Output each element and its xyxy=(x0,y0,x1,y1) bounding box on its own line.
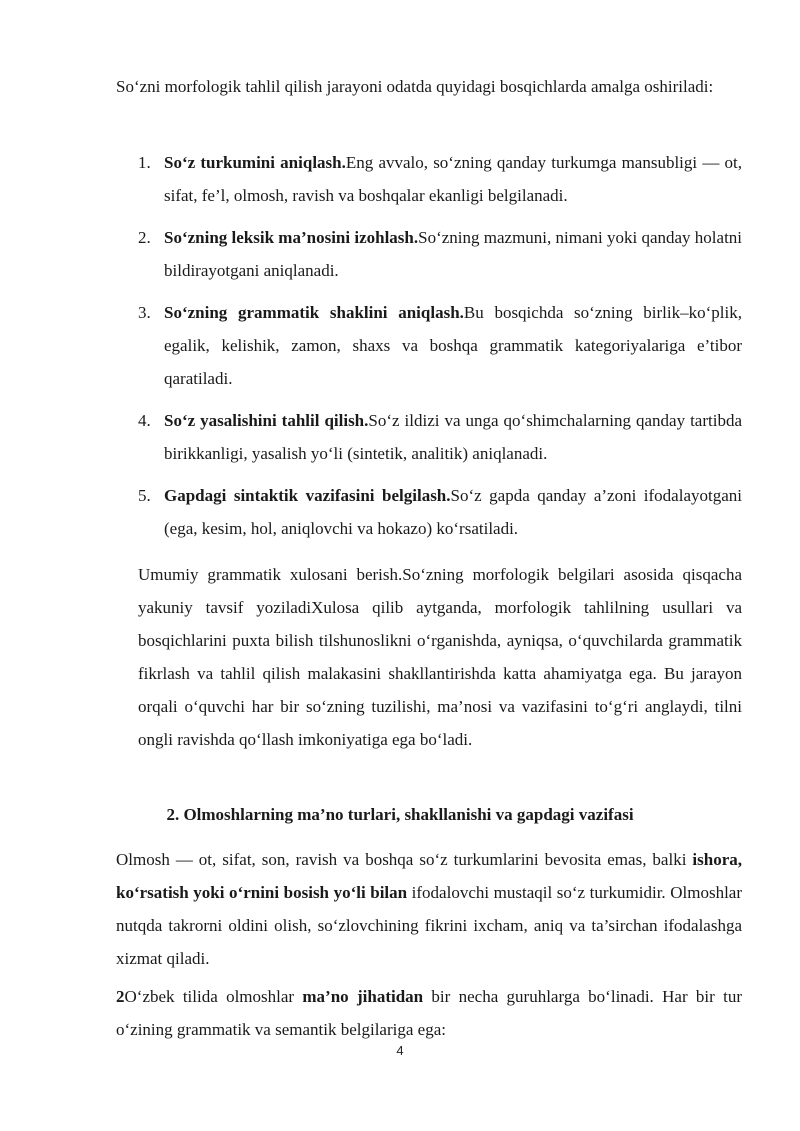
list-item xyxy=(138,296,742,395)
groups-bold-number: 2 xyxy=(116,987,125,1006)
list-item xyxy=(138,146,742,212)
list-item-title: Gapdagi sintaktik vazifasini belgilash. xyxy=(164,486,451,505)
list-item-text: Bu bosqichda so‘zning birlik–ko‘plik, egalik, kelishik, zamon, shaxs va boshqa grammatik kategoriyalariga e’tibor qaratiladi. xyxy=(164,303,742,388)
list-item-title: So‘z yasalishini tahlil qilish. xyxy=(164,411,369,430)
list-item xyxy=(138,404,742,470)
olmosh-groups-paragraph xyxy=(116,980,742,1046)
intro-paragraph: So‘zni morfologik tahlil qilish jarayoni odatda quyidagi bosqichlarda amalga oshiriladi: xyxy=(116,77,714,96)
page-number: 4 xyxy=(396,1043,404,1058)
list-item xyxy=(138,221,742,287)
list-item-text: So‘z gapda qanday a’zoni ifodalayotgani (ega, kesim, hol, aniqlovchi va hokazo) ko‘rsatiladi. xyxy=(164,486,742,538)
list-item-text: So‘z ildizi va unga qo‘shimchalarning qanday tartibda birikkanligi, yasalish yo‘li (sintetik, analitik) aniqlanadi. xyxy=(164,411,742,463)
list-item-title: So‘zning grammatik shaklini aniqlash. xyxy=(164,303,464,322)
olmosh-bold-phrase: ishora, ko‘rsatish yoki o‘rnini bosish yo‘li bilan xyxy=(116,850,742,902)
groups-text-end: bir necha guruhlarga bo‘linadi. Har bir tur o‘zining grammatik va semantik belgilariga ega: xyxy=(116,987,742,1039)
list-item-number: 2. xyxy=(138,228,151,247)
olmosh-text-end: ifodalovchi mustaqil so‘z turkumidir. Olmoshlar nutqda takrorni oldini olish, so‘zlovchining fikrini ixcham, aniq va ta’sirchan ifodalashga xizmat qiladi. xyxy=(116,883,742,968)
list-item-number: 4. xyxy=(138,411,151,430)
groups-bold-phrase: ma’no jihatidan xyxy=(302,987,424,1006)
list-item xyxy=(138,479,742,545)
section-heading: 2. Olmoshlarning ma’no turlari, shakllanishi va gapdagi vazifasi xyxy=(166,805,634,824)
list-item-number: 1. xyxy=(138,153,151,172)
list-item-text: So‘zning mazmuni, nimani yoki qanday holatni bildirayotgani aniqlanadi. xyxy=(164,228,743,280)
summary-paragraph: Umumiy grammatik xulosani berish.So‘zning morfologik belgilari asosida qisqacha yakuniy tavsif yoziladiXulosa qilib aytganda, morfologik tahlilning usullari va bosqichlarini puxta bilish tilshunoslikni o‘rganishda, ayniqsa, o‘quvchilarda grammatik fikrlash va tahlil qilish malakasini shakllantirishda katta ahamiyatga ega. Bu jarayon orqali o‘quvchi har bir so‘zning tuzilishi, ma’nosi va vazifasini to‘g‘ri anglaydi, tilni ongli ravishda qo‘llash imkoniyatiga ega bo‘ladi. xyxy=(138,565,742,749)
list-item-text: Eng avvalo, so‘zning qanday turkumga mansubligi — ot, sifat, fe’l, olmosh, ravish va boshqalar ekanligi belgilanadi. xyxy=(164,153,742,205)
list-item-title: So‘z turkumini aniqlash. xyxy=(164,153,346,172)
olmosh-text-start: Olmosh — ot, sifat, son, ravish va boshqa so‘z turkumlarini bevosita emas, balki xyxy=(116,850,693,869)
analysis-steps-list xyxy=(138,146,742,554)
list-item-number: 3. xyxy=(138,303,151,322)
groups-text-start: O‘zbek tilida olmoshlar xyxy=(124,987,303,1006)
olmosh-definition-paragraph xyxy=(116,843,742,975)
list-item-title: So‘zning leksik ma’nosini izohlash. xyxy=(164,228,419,247)
list-item-number: 5. xyxy=(138,486,151,505)
